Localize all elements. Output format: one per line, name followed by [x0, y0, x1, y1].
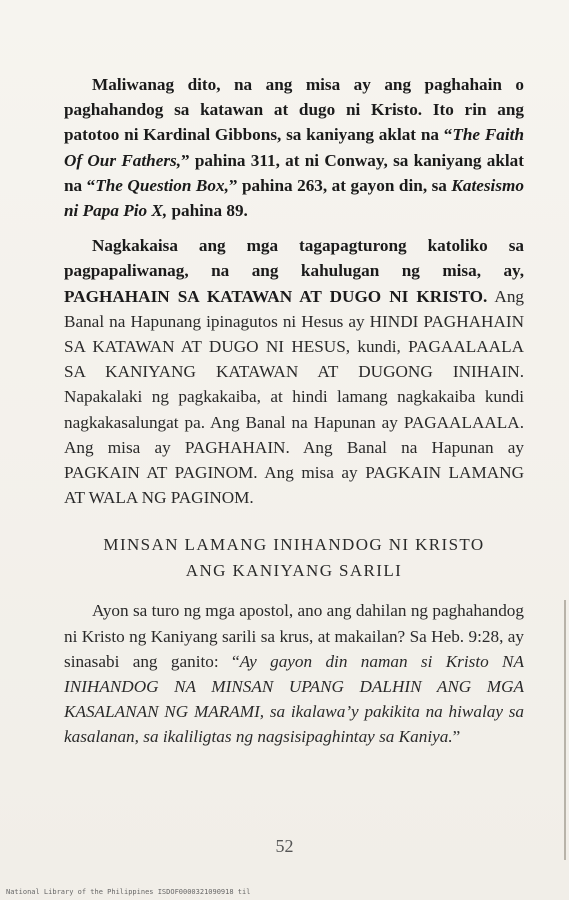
p1-text-c: ” pahina 311, at ni Conway, sa kaniyang aklat na “	[64, 150, 524, 195]
p3-quote-hebrews: Ay gayon din naman si Kristo NA INIHANDOG NA MINSAN UPANG DALHIN ANG MGA KASALANAN NG MARAMI, sa ikalawa’y pakikita na hiwalay sa kasalanan, sa ikaliligtas ng nagsisipaghintay sa Kaniya.	[64, 651, 524, 747]
heading-line-1: MINSAN LAMANG INIHANDOG NI KRISTO	[103, 535, 485, 555]
heading-line-2: ANG KANIYANG SARILI	[185, 561, 403, 581]
paragraph-apostles-teaching	[64, 598, 524, 749]
library-footer: National Library of the Philippines ISDOF0000321090918 til	[6, 888, 251, 896]
p1-title-katesismo: Katesismo ni Papa Pio X,	[64, 175, 524, 221]
p1-title-faith-of-our-fathers: The Faith Of Our Fathers,	[64, 125, 524, 170]
p2-text-a: Nagkakaisa ang mga tagapagturong katoliko sa pagpapaliwanag, na ang kahulugan ng misa, ay, PAGHAHAIN SA KATAWAN AT DUGO NI KRISTO.	[64, 236, 524, 306]
p2-text-b: Ang Banal na Hapunang ipinagutos ni Hesus ay HINDI PAGHAHAIN SA KATAWAN AT DUGO NI HESUS, kundi, PAGAALAALA SA KANIYANG KATAWAN AT DUGONG INIHAIN. Napakalaki ng pagkakaiba, at hindi lamang nagkakaiba kundi nagkakasalungat pa. Ang Banal na Hapunan ay PAGAALAALA. Ang misa ay PAGHAHAIN. Ang Banal na Hapunan ay PAGKAIN AT PAGINOM. Ang misa ay PAGKAIN LAMANG AT WALA NG PAGINOM.	[64, 286, 525, 508]
paragraph-catholic-teachers	[64, 233, 524, 510]
page-edge-line	[564, 600, 566, 860]
p1-title-question-box: The Question Box,	[95, 175, 229, 195]
page-content	[64, 72, 524, 750]
p1-text-g: pahina 89.	[167, 201, 248, 221]
page-number: 52	[275, 836, 294, 856]
section-heading	[64, 532, 524, 584]
p1-text-e: ” pahina 263, at gayon din, sa	[228, 175, 452, 195]
p3-text-a: Ayon sa turo ng mga apostol, ano ang dahilan ng paghahandog ni Kristo ng Kaniyang sarili sa krus, at makailan? Sa Heb. 9:28, ay sinasabi ang ganito: “	[64, 601, 524, 671]
p3-text-c: ”	[452, 727, 461, 747]
p1-text-a: Maliwanag dito, na ang misa ay ang paghahain o paghahandog sa katawan at dugo ni Kristo. Ito rin ang patotoo ni Kardinal Gibbons, sa kaniyang aklat na “	[64, 75, 524, 145]
paragraph-mass-definition	[64, 72, 524, 223]
